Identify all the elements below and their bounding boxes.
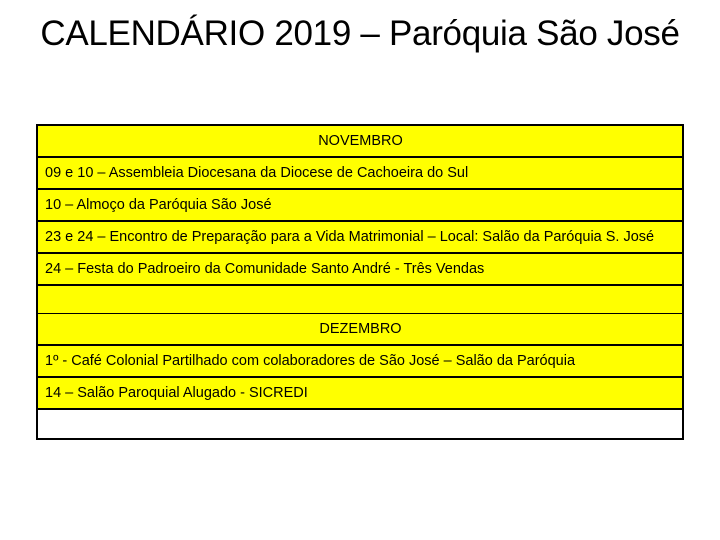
calendar-table bbox=[36, 124, 684, 440]
event-row: 24 – Festa do Padroeiro da Comunidade Santo André - Três Vendas bbox=[38, 254, 682, 286]
month-header-november: NOVEMBRO bbox=[38, 126, 682, 158]
event-row: 09 e 10 – Assembleia Diocesana da Diocese de Cachoeira do Sul bbox=[38, 158, 682, 190]
event-row: 23 e 24 – Encontro de Preparação para a Vida Matrimonial – Local: Salão da Paróquia S. José bbox=[38, 222, 682, 254]
event-row: 14 – Salão Paroquial Alugado - SICREDI bbox=[38, 378, 682, 410]
page-title: CALENDÁRIO 2019 – Paróquia São José bbox=[40, 14, 680, 53]
empty-row bbox=[38, 286, 682, 314]
event-row: 10 – Almoço da Paróquia São José bbox=[38, 190, 682, 222]
empty-row bbox=[38, 410, 682, 438]
event-row: 1º - Café Colonial Partilhado com colaboradores de São José – Salão da Paróquia bbox=[38, 346, 682, 378]
month-header-december: DEZEMBRO bbox=[38, 314, 682, 346]
